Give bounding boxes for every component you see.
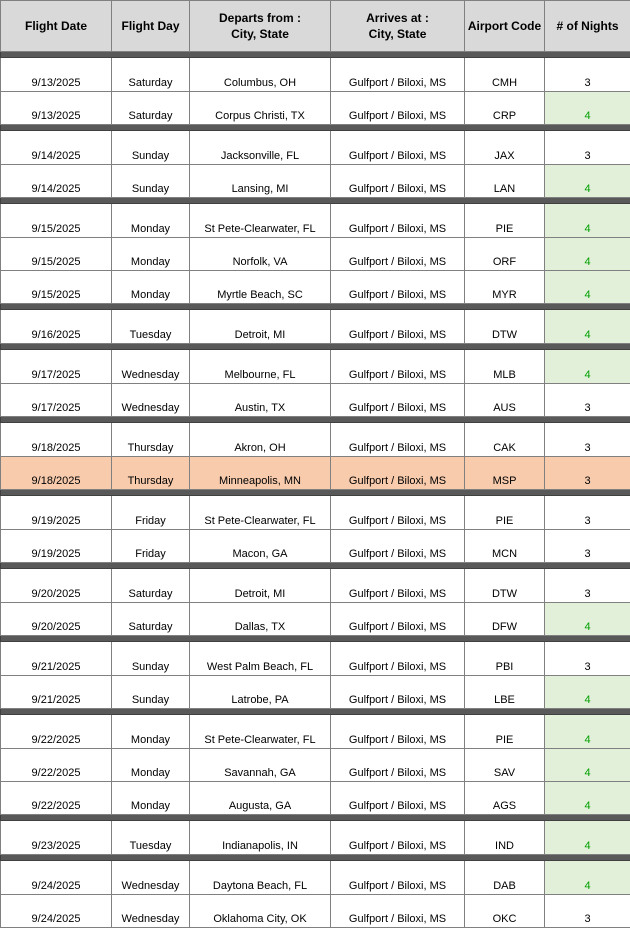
cell-nights: 4	[545, 238, 630, 271]
header-arrives-at	[331, 1, 465, 52]
header-departs-from	[190, 1, 331, 52]
cell-airport-code: OKC	[465, 895, 545, 928]
table-row	[1, 58, 630, 92]
cell-flight-day: Sunday	[112, 642, 190, 676]
cell-departs-from: Dallas, TX	[190, 603, 331, 636]
cell-departs-from: Indianapolis, IN	[190, 821, 331, 855]
cell-arrives-at: Gulfport / Biloxi, MS	[331, 530, 465, 563]
cell-nights: 4	[545, 271, 630, 304]
cell-arrives-at: Gulfport / Biloxi, MS	[331, 238, 465, 271]
cell-departs-from: Melbourne, FL	[190, 350, 331, 384]
cell-arrives-at: Gulfport / Biloxi, MS	[331, 569, 465, 603]
cell-arrives-at: Gulfport / Biloxi, MS	[331, 895, 465, 928]
cell-flight-date: 9/13/2025	[1, 92, 112, 125]
cell-airport-code: CAK	[465, 423, 545, 457]
header-airport-code: Airport Code	[465, 1, 545, 52]
cell-departs-from: Columbus, OH	[190, 58, 331, 92]
cell-nights: 4	[545, 350, 630, 384]
cell-nights: 4	[545, 165, 630, 198]
table-row	[1, 861, 630, 895]
cell-flight-date: 9/21/2025	[1, 642, 112, 676]
cell-arrives-at: Gulfport / Biloxi, MS	[331, 782, 465, 815]
cell-nights: 4	[545, 749, 630, 782]
header-arrives-line2: City, State	[368, 27, 427, 41]
cell-nights: 3	[545, 530, 630, 563]
table-row	[1, 204, 630, 238]
cell-airport-code: PBI	[465, 642, 545, 676]
cell-flight-day: Wednesday	[112, 350, 190, 384]
cell-airport-code: IND	[465, 821, 545, 855]
cell-flight-day: Saturday	[112, 603, 190, 636]
cell-airport-code: SAV	[465, 749, 545, 782]
cell-arrives-at: Gulfport / Biloxi, MS	[331, 861, 465, 895]
cell-nights: 3	[545, 569, 630, 603]
cell-flight-day: Saturday	[112, 92, 190, 125]
cell-flight-date: 9/13/2025	[1, 58, 112, 92]
cell-flight-date: 9/22/2025	[1, 782, 112, 815]
header-row	[1, 1, 630, 52]
cell-flight-date: 9/23/2025	[1, 821, 112, 855]
cell-flight-day: Wednesday	[112, 895, 190, 928]
cell-flight-date: 9/15/2025	[1, 204, 112, 238]
cell-arrives-at: Gulfport / Biloxi, MS	[331, 165, 465, 198]
cell-flight-day: Monday	[112, 204, 190, 238]
header-flight-date: Flight Date	[1, 1, 112, 52]
cell-arrives-at: Gulfport / Biloxi, MS	[331, 821, 465, 855]
cell-flight-day: Saturday	[112, 58, 190, 92]
table-row	[1, 271, 630, 304]
header-departs-line1: Departs from :	[218, 11, 301, 25]
cell-nights: 3	[545, 457, 630, 490]
cell-departs-from: Daytona Beach, FL	[190, 861, 331, 895]
table-row	[1, 350, 630, 384]
cell-departs-from: Myrtle Beach, SC	[190, 271, 331, 304]
cell-nights: 4	[545, 92, 630, 125]
table-row	[1, 310, 630, 344]
cell-flight-date: 9/18/2025	[1, 423, 112, 457]
cell-airport-code: DFW	[465, 603, 545, 636]
cell-nights: 3	[545, 58, 630, 92]
cell-flight-day: Friday	[112, 496, 190, 530]
cell-flight-date: 9/18/2025	[1, 457, 112, 490]
cell-nights: 4	[545, 715, 630, 749]
table-row	[1, 496, 630, 530]
cell-airport-code: PIE	[465, 715, 545, 749]
cell-departs-from: Corpus Christi, TX	[190, 92, 331, 125]
table-row	[1, 676, 630, 709]
table-row	[1, 603, 630, 636]
cell-airport-code: JAX	[465, 131, 545, 165]
cell-departs-from: Macon, GA	[190, 530, 331, 563]
cell-nights: 3	[545, 496, 630, 530]
cell-arrives-at: Gulfport / Biloxi, MS	[331, 423, 465, 457]
table-row	[1, 895, 630, 928]
table-row	[1, 749, 630, 782]
cell-flight-day: Friday	[112, 530, 190, 563]
table-row	[1, 715, 630, 749]
header-departs-line2: City, State	[231, 27, 289, 41]
table-row	[1, 423, 630, 457]
cell-departs-from: Savannah, GA	[190, 749, 331, 782]
cell-airport-code: PIE	[465, 204, 545, 238]
cell-departs-from: Lansing, MI	[190, 165, 331, 198]
cell-arrives-at: Gulfport / Biloxi, MS	[331, 715, 465, 749]
table-row	[1, 92, 630, 125]
table-row	[1, 165, 630, 198]
cell-flight-day: Monday	[112, 782, 190, 815]
table-row	[1, 530, 630, 563]
cell-nights: 4	[545, 603, 630, 636]
cell-flight-day: Monday	[112, 749, 190, 782]
cell-departs-from: Akron, OH	[190, 423, 331, 457]
cell-flight-day: Tuesday	[112, 821, 190, 855]
cell-nights: 4	[545, 861, 630, 895]
cell-airport-code: AGS	[465, 782, 545, 815]
cell-flight-date: 9/14/2025	[1, 131, 112, 165]
cell-airport-code: MCN	[465, 530, 545, 563]
header-arrives-line1: Arrives at :	[366, 11, 429, 25]
cell-airport-code: ORF	[465, 238, 545, 271]
cell-nights: 3	[545, 642, 630, 676]
cell-nights: 4	[545, 310, 630, 344]
table-body	[1, 52, 630, 928]
cell-arrives-at: Gulfport / Biloxi, MS	[331, 310, 465, 344]
cell-airport-code: CMH	[465, 58, 545, 92]
cell-flight-date: 9/20/2025	[1, 569, 112, 603]
cell-airport-code: MSP	[465, 457, 545, 490]
table-row	[1, 131, 630, 165]
cell-airport-code: LBE	[465, 676, 545, 709]
cell-flight-date: 9/19/2025	[1, 530, 112, 563]
cell-nights: 3	[545, 384, 630, 417]
cell-arrives-at: Gulfport / Biloxi, MS	[331, 603, 465, 636]
cell-flight-day: Monday	[112, 238, 190, 271]
cell-departs-from: Augusta, GA	[190, 782, 331, 815]
cell-arrives-at: Gulfport / Biloxi, MS	[331, 92, 465, 125]
cell-flight-day: Thursday	[112, 457, 190, 490]
header-nights: # of Nights	[545, 1, 630, 52]
table-row	[1, 238, 630, 271]
cell-departs-from: St Pete-Clearwater, FL	[190, 204, 331, 238]
cell-flight-day: Sunday	[112, 676, 190, 709]
cell-flight-day: Wednesday	[112, 384, 190, 417]
cell-departs-from: Austin, TX	[190, 384, 331, 417]
cell-flight-date: 9/22/2025	[1, 749, 112, 782]
cell-departs-from: Oklahoma City, OK	[190, 895, 331, 928]
cell-nights: 3	[545, 895, 630, 928]
cell-airport-code: DAB	[465, 861, 545, 895]
cell-departs-from: Detroit, MI	[190, 310, 331, 344]
cell-airport-code: MYR	[465, 271, 545, 304]
cell-arrives-at: Gulfport / Biloxi, MS	[331, 131, 465, 165]
cell-flight-date: 9/22/2025	[1, 715, 112, 749]
cell-arrives-at: Gulfport / Biloxi, MS	[331, 384, 465, 417]
cell-flight-day: Tuesday	[112, 310, 190, 344]
cell-flight-date: 9/20/2025	[1, 603, 112, 636]
cell-flight-date: 9/14/2025	[1, 165, 112, 198]
cell-departs-from: St Pete-Clearwater, FL	[190, 496, 331, 530]
cell-flight-date: 9/24/2025	[1, 861, 112, 895]
cell-arrives-at: Gulfport / Biloxi, MS	[331, 749, 465, 782]
cell-nights: 3	[545, 131, 630, 165]
cell-flight-day: Sunday	[112, 131, 190, 165]
cell-flight-day: Saturday	[112, 569, 190, 603]
cell-departs-from: Jacksonville, FL	[190, 131, 331, 165]
cell-arrives-at: Gulfport / Biloxi, MS	[331, 204, 465, 238]
cell-flight-date: 9/15/2025	[1, 271, 112, 304]
cell-flight-date: 9/17/2025	[1, 350, 112, 384]
cell-flight-date: 9/17/2025	[1, 384, 112, 417]
cell-airport-code: AUS	[465, 384, 545, 417]
cell-nights: 4	[545, 676, 630, 709]
cell-nights: 3	[545, 423, 630, 457]
cell-departs-from: St Pete-Clearwater, FL	[190, 715, 331, 749]
cell-flight-day: Monday	[112, 715, 190, 749]
cell-arrives-at: Gulfport / Biloxi, MS	[331, 350, 465, 384]
cell-departs-from: Norfolk, VA	[190, 238, 331, 271]
cell-flight-date: 9/15/2025	[1, 238, 112, 271]
cell-airport-code: DTW	[465, 310, 545, 344]
cell-flight-date: 9/19/2025	[1, 496, 112, 530]
cell-airport-code: DTW	[465, 569, 545, 603]
header-flight-day: Flight Day	[112, 1, 190, 52]
cell-arrives-at: Gulfport / Biloxi, MS	[331, 457, 465, 490]
cell-flight-date: 9/16/2025	[1, 310, 112, 344]
cell-airport-code: MLB	[465, 350, 545, 384]
cell-departs-from: Minneapolis, MN	[190, 457, 331, 490]
cell-departs-from: West Palm Beach, FL	[190, 642, 331, 676]
table-row	[1, 782, 630, 815]
cell-airport-code: CRP	[465, 92, 545, 125]
cell-departs-from: Latrobe, PA	[190, 676, 331, 709]
cell-arrives-at: Gulfport / Biloxi, MS	[331, 271, 465, 304]
table-header	[1, 1, 630, 52]
table-row	[1, 384, 630, 417]
cell-nights: 4	[545, 204, 630, 238]
cell-arrives-at: Gulfport / Biloxi, MS	[331, 58, 465, 92]
cell-flight-day: Sunday	[112, 165, 190, 198]
cell-flight-day: Monday	[112, 271, 190, 304]
cell-arrives-at: Gulfport / Biloxi, MS	[331, 676, 465, 709]
cell-flight-date: 9/21/2025	[1, 676, 112, 709]
cell-nights: 4	[545, 782, 630, 815]
cell-flight-date: 9/24/2025	[1, 895, 112, 928]
table-row	[1, 457, 630, 490]
cell-airport-code: PIE	[465, 496, 545, 530]
cell-flight-day: Thursday	[112, 423, 190, 457]
table-row	[1, 569, 630, 603]
cell-arrives-at: Gulfport / Biloxi, MS	[331, 496, 465, 530]
cell-flight-day: Wednesday	[112, 861, 190, 895]
cell-departs-from: Detroit, MI	[190, 569, 331, 603]
cell-arrives-at: Gulfport / Biloxi, MS	[331, 642, 465, 676]
table-row	[1, 821, 630, 855]
cell-airport-code: LAN	[465, 165, 545, 198]
cell-nights: 4	[545, 821, 630, 855]
table-row	[1, 642, 630, 676]
